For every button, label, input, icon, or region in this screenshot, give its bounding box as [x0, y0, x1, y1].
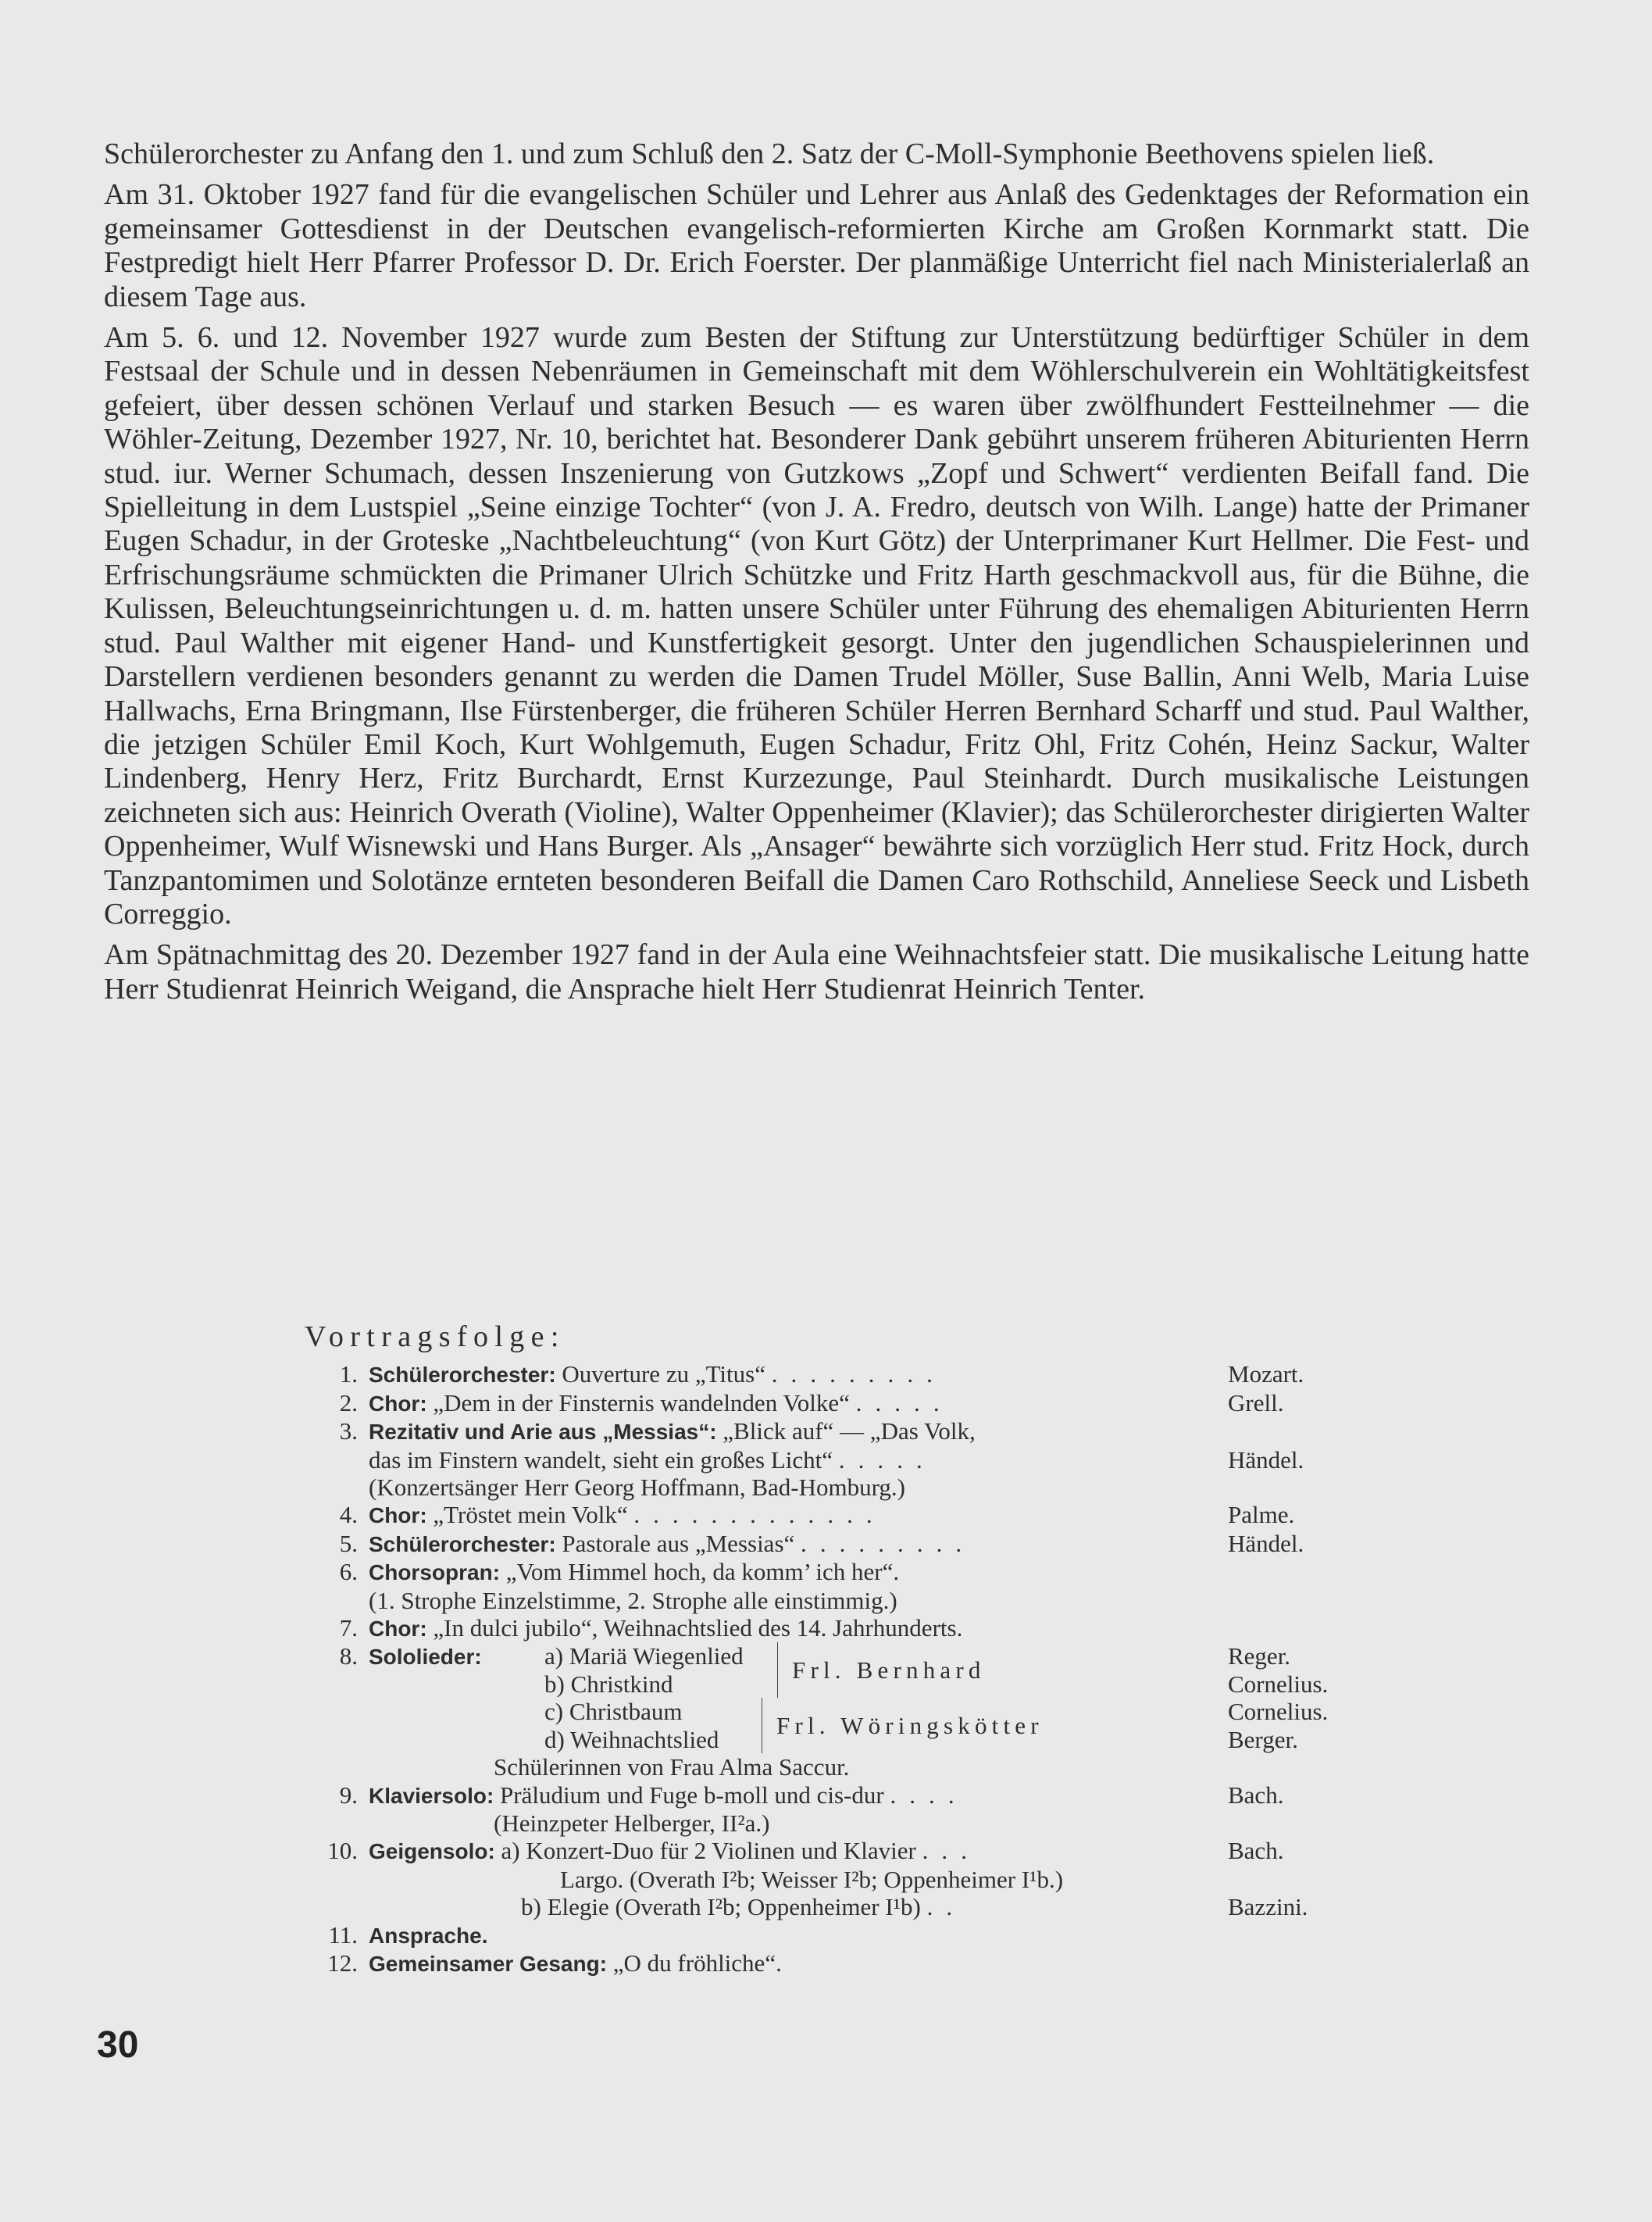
program-item [305, 1558, 1343, 1614]
item-text: „Blick auf“ — „Das Volk, [716, 1417, 976, 1445]
program-item: 10. Geigensolo: a) Konzert-Duo für 2 Violinen und Klavier ... Bach. Largo. (Overath I²b; Weisser I²b; Oppenheimer I¹b.) b) Elegie (Overath I²b; Oppenheimer I¹b) .. Bazzini. [305, 1837, 1343, 1920]
item-title: Geigensolo [369, 1839, 488, 1864]
item-text: Pastorale aus „Messias“ [555, 1529, 795, 1557]
item-separator: : [709, 1420, 717, 1445]
item-title: Gemeinsamer Gesang [369, 1951, 600, 1976]
song-composer: Reger. [1228, 1642, 1291, 1670]
item-separator: . [481, 1923, 488, 1948]
item-number: 12. [327, 1949, 358, 1977]
item-number: 2. [339, 1388, 358, 1416]
program-item: 9. Klaviersolo: Präludium und Fuge b-moll und cis-dur .... Bach. (Heinzpeter Helberger, II²a.) [305, 1781, 1343, 1838]
item-title: Chor [369, 1391, 420, 1416]
body-text [104, 138, 1529, 1013]
program-item [305, 1949, 1343, 1977]
item-composer: Grell. [1228, 1388, 1284, 1416]
item-number: 11. [328, 1920, 358, 1949]
item-number: 10. [327, 1837, 358, 1865]
item-title: Schülerorchester [369, 1363, 549, 1388]
item-separator: : [419, 1391, 427, 1416]
item-separator: : [486, 1783, 494, 1808]
program-item: 4. Chor: „Tröstet mein Volk“ ............. Palme. [305, 1501, 1343, 1529]
item-number: 1. [339, 1360, 358, 1388]
song-label: c) Christbaum [544, 1698, 683, 1726]
item-composer: Händel. [1228, 1529, 1304, 1557]
item-composer: Bazzini. [1228, 1893, 1308, 1921]
item-number: 7. [339, 1614, 358, 1642]
item-title: Ansprache [369, 1923, 482, 1948]
item-text-line3: (Konzertsänger Herr Georg Hoffmann, Bad-Homburg.) [369, 1474, 905, 1502]
program-item: 3. Rezitativ und Arie aus „Messias“: „Blick auf“ — „Das Volk, das im Finstern wandelt, sieht ein großes Licht“ ..... Händel. (Konzertsänger Herr Georg Hoffmann, Bad-Homburg.) [305, 1417, 1343, 1501]
song-label: b) Christkind [544, 1670, 673, 1698]
program-item [305, 1921, 1343, 1949]
song-label: d) Weihnachtslied [544, 1725, 719, 1753]
item-title: Schülerorchester [369, 1531, 549, 1556]
item-title: Chorsopran [369, 1560, 493, 1585]
item-text-line2: (Heinzpeter Helberger, II²a.) [494, 1809, 770, 1837]
program-list [305, 1320, 1343, 1977]
program-item: 5. Schülerorchester: Pastorale aus „Messias“ ......... Händel. [305, 1530, 1343, 1558]
item-title: Chor [369, 1503, 420, 1528]
item-title: Klaviersolo [369, 1783, 487, 1808]
item-text: Ouverture zu „Titus“ [555, 1360, 765, 1388]
item-text: a) Konzert-Duo für 2 Violinen und Klavier [494, 1837, 916, 1865]
item-separator: : [419, 1616, 427, 1641]
item-composer: Bach. [1228, 1837, 1284, 1865]
item-number: 3. [339, 1417, 358, 1445]
item-separator: : [548, 1363, 556, 1388]
item-separator: : [419, 1503, 427, 1528]
item-text: „In dulci jubilo“, Weihnachtslied des 14. Jahrhunderts. [426, 1614, 963, 1642]
item-text: „Dem in der Finsternis wandelnden Volke“ [426, 1388, 850, 1416]
item-note: Schülerinnen von Frau Alma Saccur. [494, 1753, 850, 1781]
item-title: Sololieder [369, 1645, 475, 1670]
program-heading: Vortragsfolge: [305, 1320, 566, 1353]
item-number: 6. [339, 1558, 358, 1586]
item-composer: Bach. [1228, 1781, 1284, 1809]
item-text: „Vom Himmel hoch, da komm’ ich her“. [500, 1558, 900, 1586]
paragraph-1: Schülerorchester zu Anfang den 1. und zum Schluß den 2. Satz der C-Moll-Symphonie Beethovens spielen ließ. [104, 138, 1435, 170]
item-text-line2: Largo. (Overath I²b; Weisser I²b; Oppenheimer I¹b.) [560, 1865, 1064, 1893]
item-text: „O du fröhliche“. [607, 1949, 782, 1977]
item-number: 5. [339, 1529, 358, 1557]
item-separator: : [599, 1951, 608, 1976]
singer-name: Frl. Wöringskötter [776, 1711, 1044, 1739]
item-separator: : [487, 1839, 495, 1864]
item-text-line2: das im Finstern wandelt, sieht ein großes Licht“ [369, 1445, 833, 1474]
program-item [305, 1642, 1343, 1781]
paragraph-4: Am Spätnachmittag des 20. Dezember 1927 fand in der Aula eine Weihnachtsfeier statt. Die musikalische Leitung hatte Herr Studienrat Heinrich Weigand, die Ansprache hielt Herr Studienrat Heinrich Tenter. [104, 938, 1529, 1006]
paragraph-2: Am 31. Oktober 1927 fand für die evangelischen Schüler und Lehrer aus Anlaß des Gedenktages der Reformation ein gemeinsamer Gottesdienst in der Deutschen evangelisch-reformierten Kirche am Großen Kornmarkt statt. Die Festpredigt hielt Herr Pfarrer Professor D. Dr. Erich Foerster. Der planmäßige Unterricht fiel nach Ministerialerlaß an diesem Tage aus. [104, 178, 1529, 313]
item-number: 4. [339, 1501, 358, 1529]
item-separator: : [474, 1645, 482, 1670]
song-composer: Berger. [1228, 1725, 1298, 1753]
item-composer: Palme. [1228, 1501, 1295, 1529]
program-item: 1. Schülerorchester: Ouverture zu „Titus“ ......... Mozart. [305, 1360, 1343, 1388]
paragraph-3: Am 5. 6. und 12. November 1927 wurde zum Besten der Stiftung zur Unterstützung bedürftiger Schüler in dem Festsaal der Schule und in dessen Nebenräumen in Gemeinschaft mit dem Wöhlerschulverein ein Wohltätigkeitsfest gefeiert, über dessen schönen Verlauf und starken Besuch — es waren über zwölfhundert Festteilnehmer — die Wöhler-Zeitung, Dezember 1927, Nr. 10, berichtet hat. Besonderer Dank gebührt unserem früheren Abiturienten Herrn stud. iur. Werner Schumach, dessen Inszenierung von Gutzkows „Zopf und Schwert“ verdienten Beifall fand. Die Spielleitung in dem Lustspiel „Seine einzige Tochter“ (von J. A. Fredro, deutsch von Wilh. Lange) hatte der Primaner Eugen Schadur, in der Groteske „Nachtbeleuchtung“ (von Kurt Götz) der Unterprimaner Kurt Hellmer. Die Fest- und Erfrischungsräume schmückten die Primaner Ulrich Schützke und Fritz Harth geschmackvoll aus, für die Bühne, die Kulissen, Beleuchtungseinrichtungen u. d. m. hatten unsere Schüler unter Führung des ehemaligen Abiturienten Herrn stud. Paul Walther mit eigener Hand- und Kunstfertigkeit gesorgt. Unter den jugendlichen Schauspielerinnen und Darstellern verdienen besonders genannt zu werden die Damen Trudel Möller, Suse Ballin, Anni Welb, Maria Luise Hallwachs, Erna Bringmann, Ilse Fürstenberger, die früheren Schüler Herren Bernhard Scharff und stud. Paul Walther, die jetzigen Schüler Emil Koch, Kurt Wohlgemuth, Eugen Schadur, Fritz Ohl, Fritz Cohén, Heinz Sackur, Walter Lindenberg, Henry Herz, Fritz Burchardt, Ernst Kurzezunge, Paul Steinhardt. Durch musikalische Leistungen zeichneten sich aus: Heinrich Overath (Violine), Walter Oppenheimer (Klavier); das Schülerorchester dirigierten Walter Oppenheimer, Wulf Wisnewski und Hans Burger. Als „Ansager“ bewährte sich vorzüglich Herr stud. Fritz Hock, durch Tanzpantomimen und Solotänze ernteten besonderen Beifall die Damen Caro Rothschild, Anneliese Seeck und Lisbeth Correggio. [104, 321, 1529, 931]
item-composer: Händel. [1228, 1445, 1304, 1474]
item-text-line3: b) Elegie (Overath I²b; Oppenheimer I¹b) [521, 1893, 921, 1921]
item-separator: : [548, 1531, 556, 1556]
item-text-line2: (1. Strophe Einzelstimme, 2. Strophe alle einstimmig.) [369, 1586, 897, 1614]
item-number: 9. [339, 1781, 358, 1809]
item-title: Rezitativ und Arie aus „Messias“ [369, 1420, 710, 1445]
item-title: Chor [369, 1616, 420, 1641]
item-number: 8. [339, 1642, 358, 1670]
item-text: Präludium und Fuge b-moll und cis-dur [494, 1781, 884, 1809]
song-composer: Cornelius. [1228, 1698, 1329, 1726]
song-composer: Cornelius. [1228, 1670, 1329, 1698]
singer-name: Frl. Bernhard [792, 1656, 986, 1684]
item-separator: : [492, 1560, 501, 1585]
song-label: a) Mariä Wiegenlied [544, 1642, 744, 1670]
page-number: 30 [97, 2024, 139, 2066]
program-item: 2. Chor: „Dem in der Finsternis wandelnden Volke“ ..... Grell. [305, 1389, 1343, 1417]
item-text: „Tröstet mein Volk“ [426, 1501, 628, 1529]
item-composer: Mozart. [1228, 1360, 1304, 1388]
program-item [305, 1614, 1343, 1642]
